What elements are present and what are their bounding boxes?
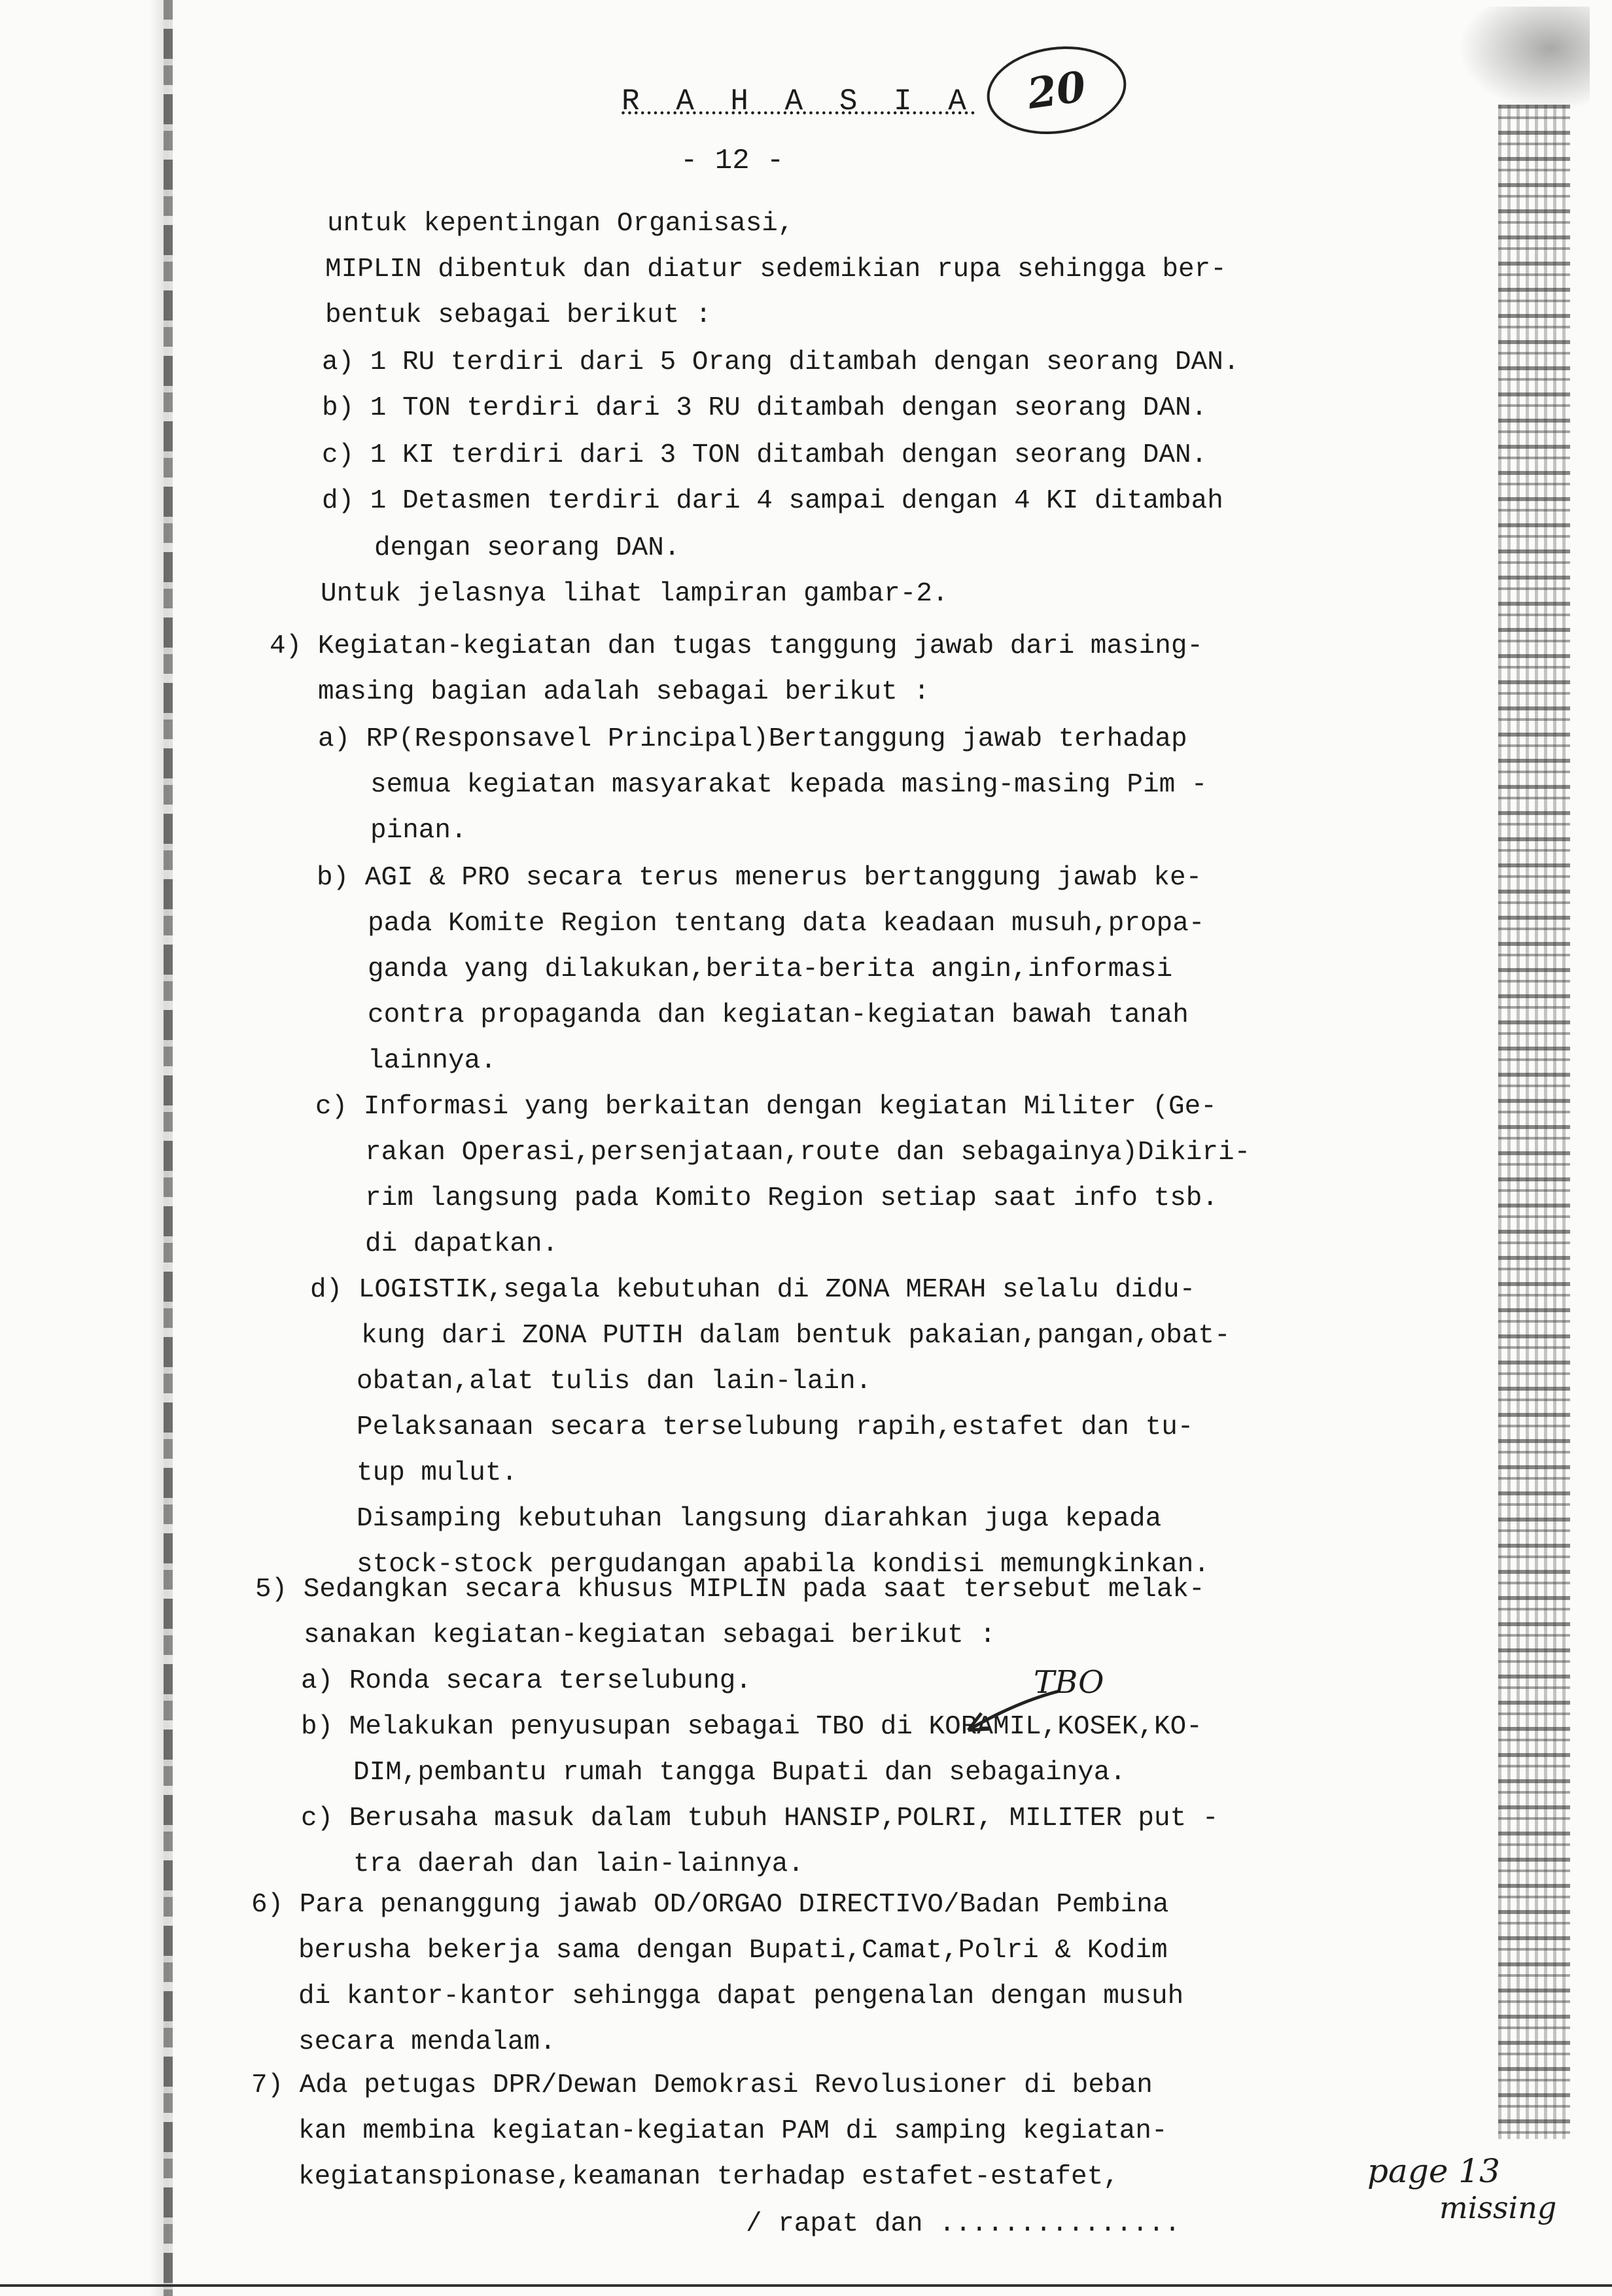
text-line: untuk kepentingan Organisasi, bbox=[327, 209, 794, 239]
text-line: stock-stock pergudangan apabila kondisi memungkinkan. bbox=[357, 1550, 1210, 1580]
text-line: rim langsung pada Komito Region setiap saat info tsb. bbox=[365, 1183, 1219, 1213]
text-line: ganda yang dilakukan,berita-berita angin,informasi bbox=[368, 954, 1173, 984]
scan-right-edge-noise bbox=[1498, 105, 1570, 2139]
text-line: kegiatanspionase,keamanan terhadap estafet-estafet, bbox=[298, 2162, 1119, 2192]
text-line: c) 1 KI terdiri dari 3 TON ditambah dengan seorang DAN. bbox=[322, 440, 1208, 470]
text-line: contra propaganda dan kegiatan-kegiatan bawah tanah bbox=[368, 1000, 1189, 1030]
text-line: masing bagian adalah sebagai berikut : bbox=[318, 677, 930, 707]
text-line: a) 1 RU terdiri dari 5 Orang ditambah dengan seorang DAN. bbox=[322, 347, 1240, 377]
text-line: 4) Kegiatan-kegiatan dan tugas tanggung jawab dari masing- bbox=[270, 631, 1204, 661]
text-line: bentuk sebagai berikut : bbox=[325, 300, 712, 330]
text-line: / rapat dan ............... bbox=[746, 2209, 1181, 2239]
text-line: 7) Ada petugas DPR/Dewan Demokrasi Revolusioner di beban bbox=[251, 2070, 1153, 2100]
classification-header: R A H A S I A bbox=[622, 84, 975, 118]
text-line: b) 1 TON terdiri dari 3 RU ditambah dengan seorang DAN. bbox=[322, 393, 1208, 423]
margin-note-missing: missing bbox=[1439, 2190, 1557, 2225]
text-line: Disamping kebutuhan langsung diarahkan juga kepada bbox=[357, 1504, 1162, 1534]
text-line: kan membina kegiatan-kegiatan PAM di samping kegiatan- bbox=[298, 2116, 1168, 2146]
text-line: Untuk jelasnya lihat lampiran gambar-2. bbox=[321, 579, 949, 609]
text-line: pinan. bbox=[370, 816, 467, 846]
text-line: berusha bekerja sama dengan Bupati,Camat,Polri & Kodim bbox=[298, 1936, 1168, 1966]
text-line: kung dari ZONA PUTIH dalam bentuk pakaian,pangan,obat- bbox=[361, 1321, 1231, 1351]
scan-left-binding-edge bbox=[164, 0, 173, 2296]
page-number: - 12 - bbox=[680, 145, 784, 177]
text-line: pada Komite Region tentang data keadaan musuh,propa- bbox=[368, 909, 1205, 939]
text-line: sanakan kegiatan-kegiatan sebagai berikut : bbox=[304, 1620, 996, 1650]
text-line: DIM,pembantu rumah tangga Bupati dan sebagainya. bbox=[353, 1758, 1126, 1788]
text-line: b) AGI & PRO secara terus menerus bertanggung jawab ke- bbox=[317, 863, 1202, 893]
text-line: d) 1 Detasmen terdiri dari 4 sampai dengan 4 KI ditambah bbox=[322, 486, 1223, 516]
handwritten-tbo-note: TBO bbox=[1034, 1664, 1104, 1701]
text-line: d) LOGISTIK,segala kebutuhan di ZONA MERAH selalu didu- bbox=[310, 1275, 1196, 1305]
text-line: c) Berusaha masuk dalam tubuh HANSIP,POLRI, MILITER put - bbox=[301, 1803, 1219, 1834]
text-line: a) Ronda secara terselubung. bbox=[301, 1666, 752, 1696]
text-line: obatan,alat tulis dan lain-lain. bbox=[357, 1366, 872, 1397]
text-line: di dapatkan. bbox=[365, 1229, 559, 1259]
scan-right-top-noise bbox=[1459, 7, 1590, 111]
text-line: c) Informasi yang berkaitan dengan kegiatan Militer (Ge- bbox=[315, 1092, 1217, 1122]
text-line: rakan Operasi,persenjataan,route dan sebagainya)Dikiri- bbox=[365, 1138, 1251, 1168]
text-line: lainnya. bbox=[368, 1046, 497, 1076]
text-line: tra daerah dan lain-lainnya. bbox=[353, 1849, 804, 1879]
text-line: 5) Sedangkan secara khusus MIPLIN pada saat tersebut melak- bbox=[255, 1574, 1205, 1605]
text-line: a) RP(Responsavel Principal)Bertanggung jawab terhadap bbox=[318, 724, 1187, 754]
text-line: b) Melakukan penyusupan sebagai TBO di KORAMIL,KOSEK,KO- bbox=[301, 1712, 1202, 1742]
text-line: MIPLIN dibentuk dan diatur sedemikian rupa sehingga ber- bbox=[325, 254, 1227, 285]
text-line: tup mulut. bbox=[357, 1458, 518, 1488]
stamp-number: 20 bbox=[1024, 61, 1089, 119]
text-line: 6) Para penanggung jawab OD/ORGAO DIRECTIVO/Badan Pembina bbox=[251, 1890, 1169, 1920]
text-line: Pelaksanaan secara terselubung rapih,estafet dan tu- bbox=[357, 1412, 1194, 1442]
text-line: dengan seorang DAN. bbox=[374, 533, 680, 563]
text-line: di kantor-kantor sehingga dapat pengenalan dengan musuh bbox=[298, 1981, 1184, 2011]
handwritten-page-stamp bbox=[981, 38, 1132, 143]
text-line: secara mendalam. bbox=[298, 2027, 556, 2057]
margin-note-page: page 13 bbox=[1367, 2152, 1500, 2190]
text-line: semua kegiatan masyarakat kepada masing-masing Pim - bbox=[370, 770, 1208, 800]
scan-bottom-edge bbox=[0, 2284, 1612, 2287]
